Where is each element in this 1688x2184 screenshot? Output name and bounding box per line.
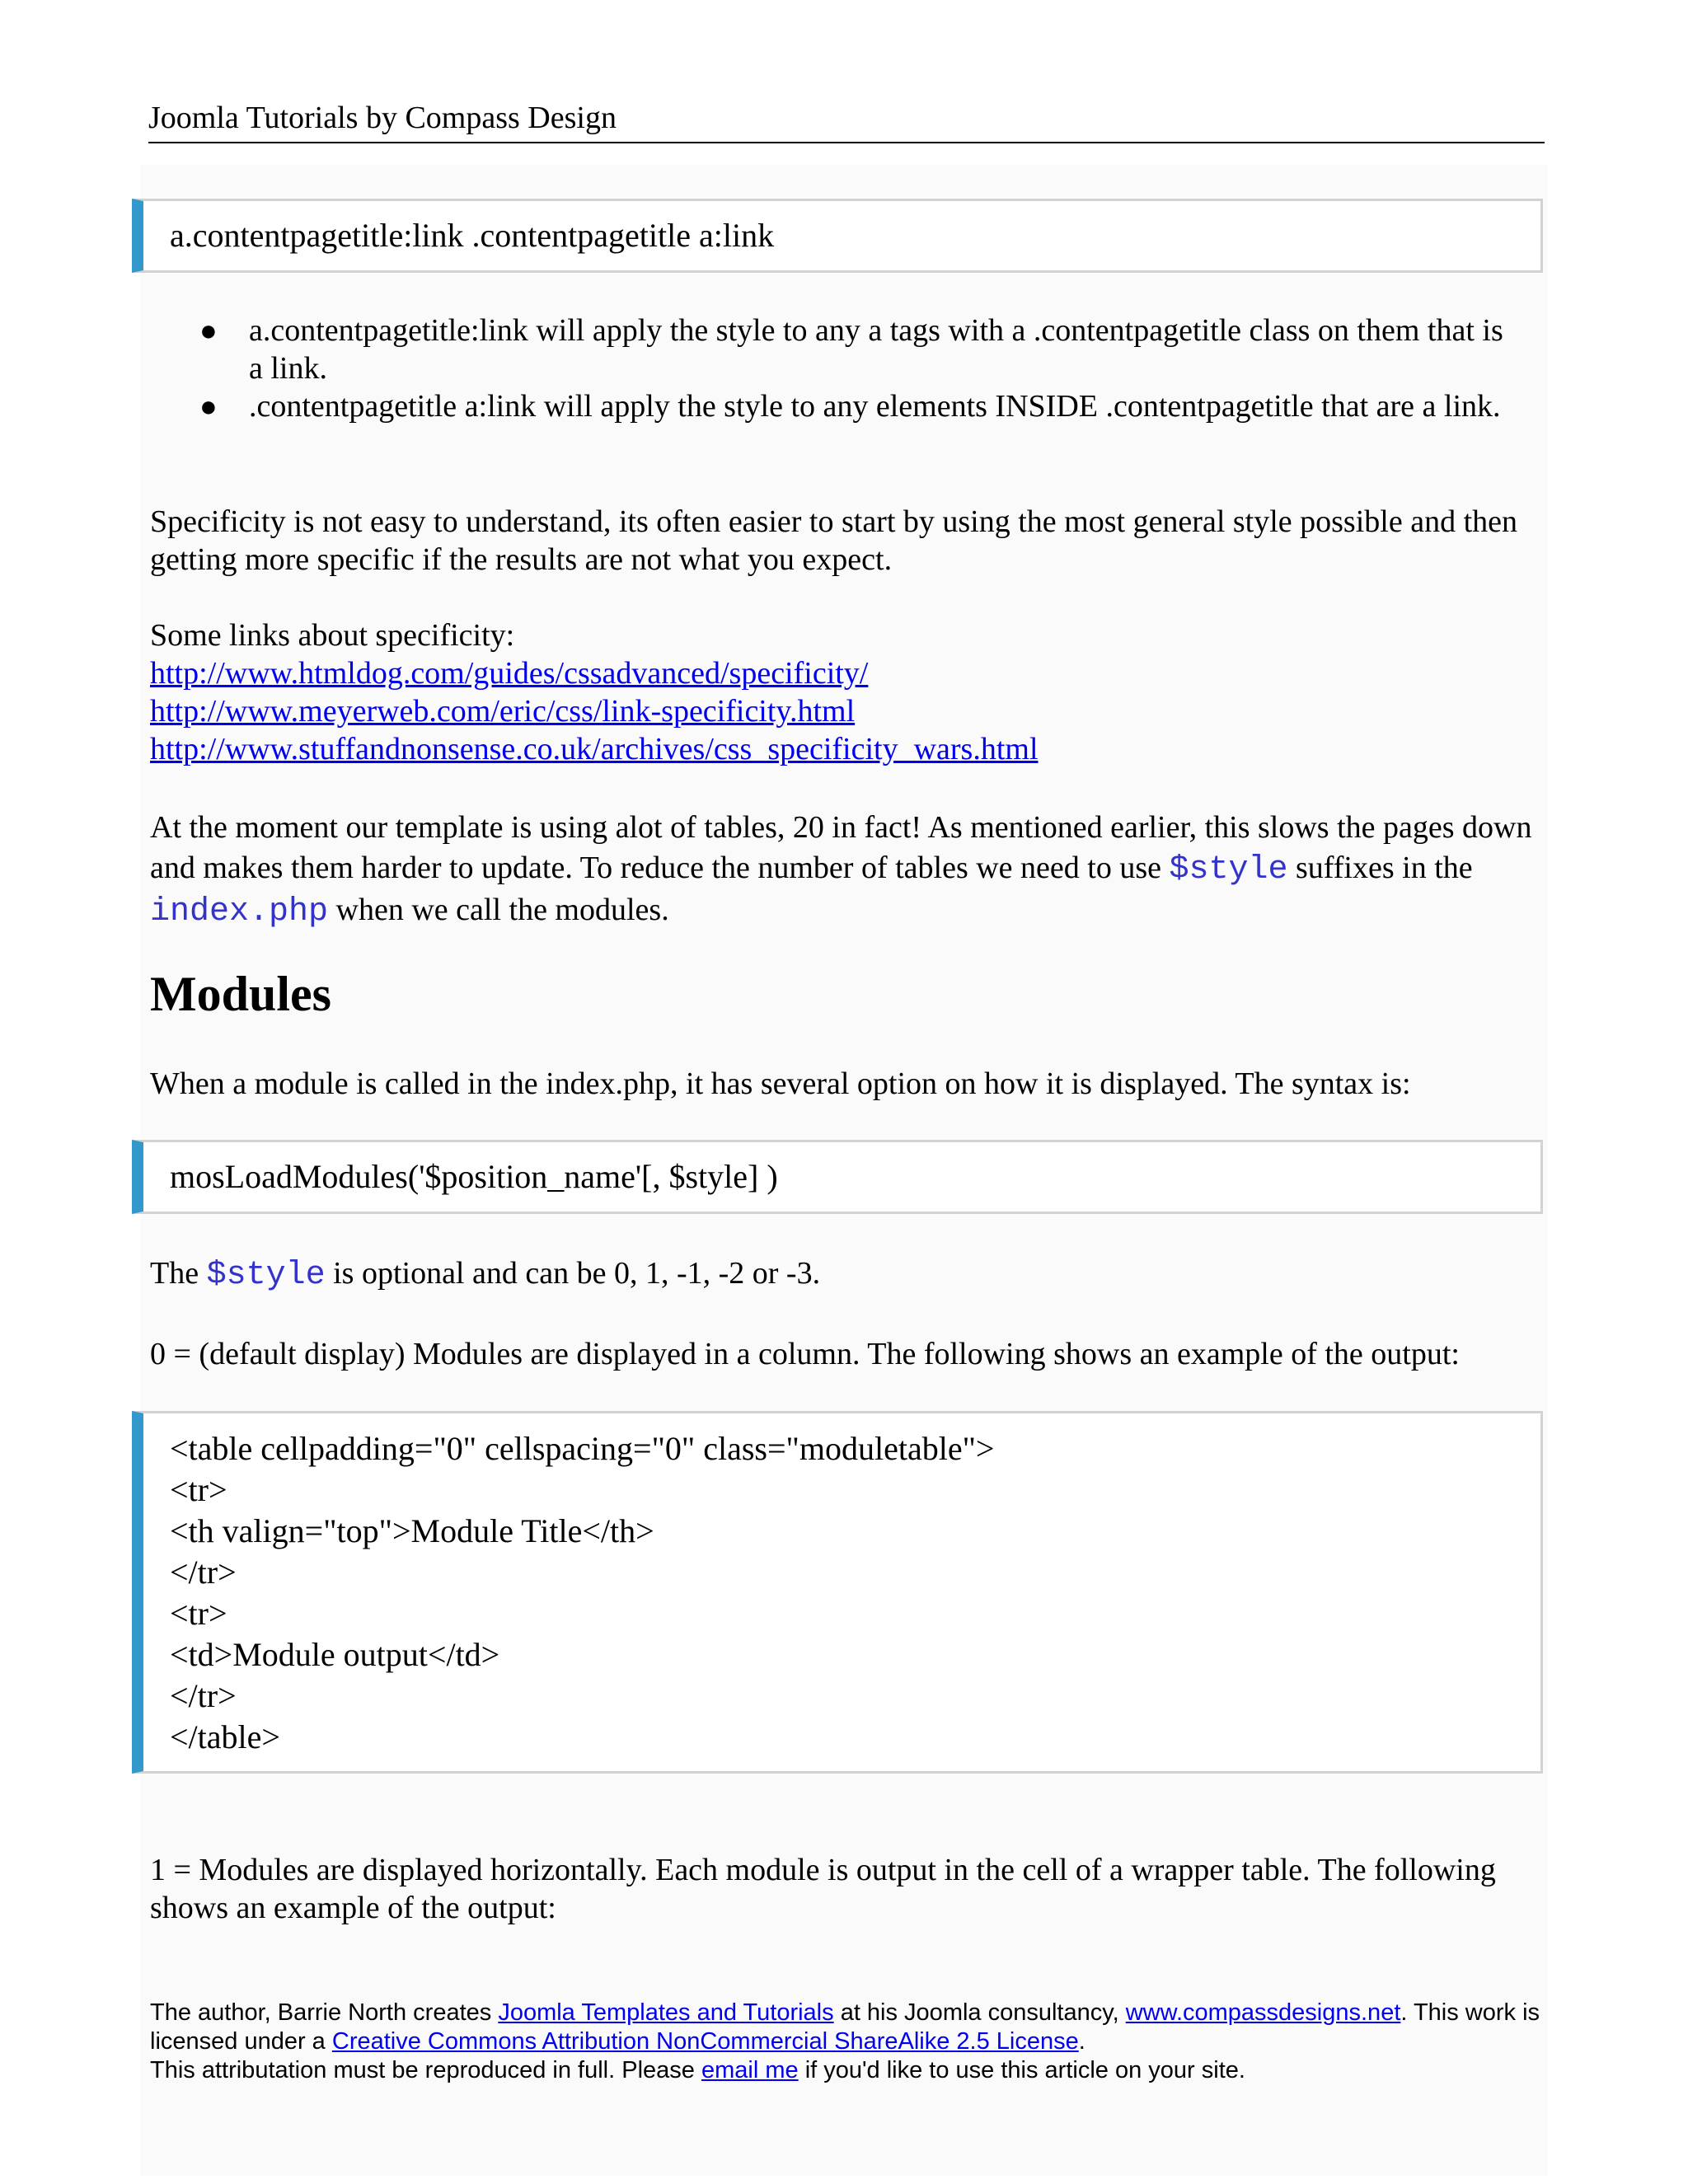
code-line: </tr> [170,1554,237,1591]
link-stuffandnonsense[interactable]: http://www.stuffandnonsense.co.uk/archives/css_specificity_wars.html [150,732,1039,766]
code-style: $style [1169,851,1288,888]
link-htmldog[interactable]: http://www.htmldog.com/guides/cssadvanced/specificity/ [150,656,869,691]
selector-example-box: a.contentpagetitle:link .contentpagetitle a:link [132,199,1543,273]
tables-paragraph: At the moment our template is using alot of tables, 20 in fact! As mentioned earlier, this slows the pages down and makes them harder to update. To reduce the number of tables we need to use $style suffixes in the index.php when we call the modules. [150,810,1532,930]
code-line: <table cellpadding="0" cellspacing="0" class="moduletable"> [170,1430,995,1467]
syntax-paragraph: When a module is called in the index.php, it has several option on how it is displayed. The syntax is: [150,1066,1411,1101]
bullet-icon: ● [199,314,218,347]
attribution-footer: The author, Barrie North creates Joomla Templates and Tutorials at his Joomla consultancy, www.compassdesigns.net. This work is licensed under a Creative Commons Attribution NonCommercial ShareAlike 2.5 License. This attributation must be reproduced in full. Please email me if you'd like to use this article on your site. [150,1999,1540,2083]
page-header: Joomla Tutorials by Compass Design [148,97,1545,143]
list-item [150,387,1510,425]
syntax-box: mosLoadModules('$position_name'[, $style] ) [132,1140,1543,1214]
link-joomla-templates[interactable]: Joomla Templates and Tutorials [498,1999,834,2026]
modules-heading: Modules [150,967,332,1021]
specificity-paragraph: Specificity is not easy to understand, its often easier to start by using the most general style possible and then getting more specific if the results are not what you expect. [150,504,1517,577]
bullet-list [150,312,1510,425]
style-optional-paragraph: The $style is optional and can be 0, 1, -1, -2 or -3. [150,1256,821,1294]
list-item [150,312,1510,387]
code-line: <tr> [170,1595,227,1632]
link-meyerweb[interactable]: http://www.meyerweb.com/eric/css/link-specificity.html [150,694,856,729]
code-index-php: index.php [150,893,329,930]
code-line: <td>Module output</td> [170,1636,500,1673]
code-style: $style [206,1257,326,1294]
code-line: <tr> [170,1471,227,1508]
default-display-paragraph: 0 = (default display) Modules are displayed in a column. The following shows an example of the output: [150,1337,1460,1371]
links-section [150,616,1551,768]
list-item-text: a.contentpagetitle:link will apply the style to any a tags with a .contentpagetitle class on them that is a link. [249,313,1503,386]
list-item-text: .contentpagetitle a:link will apply the style to any elements INSIDE .contentpagetitle that are a link. [249,389,1501,424]
links-intro: Some links about specificity: [150,618,515,653]
bullet-icon: ● [199,390,218,423]
link-email-me[interactable]: email me [701,2057,799,2083]
horizontal-display-paragraph: 1 = Modules are displayed horizontally. Each module is output in the cell of a wrapper table. The following shows an example of the output: [150,1853,1496,1925]
link-compassdesigns[interactable]: www.compassdesigns.net [1125,1999,1401,2026]
code-example-box [132,1411,1543,1774]
code-line: <th valign="top">Module Title</th> [170,1512,654,1549]
code-line: </table> [170,1718,280,1755]
link-creative-commons[interactable]: Creative Commons Attribution NonCommercial ShareAlike 2.5 License [331,2028,1079,2055]
code-line: </tr> [170,1677,237,1714]
